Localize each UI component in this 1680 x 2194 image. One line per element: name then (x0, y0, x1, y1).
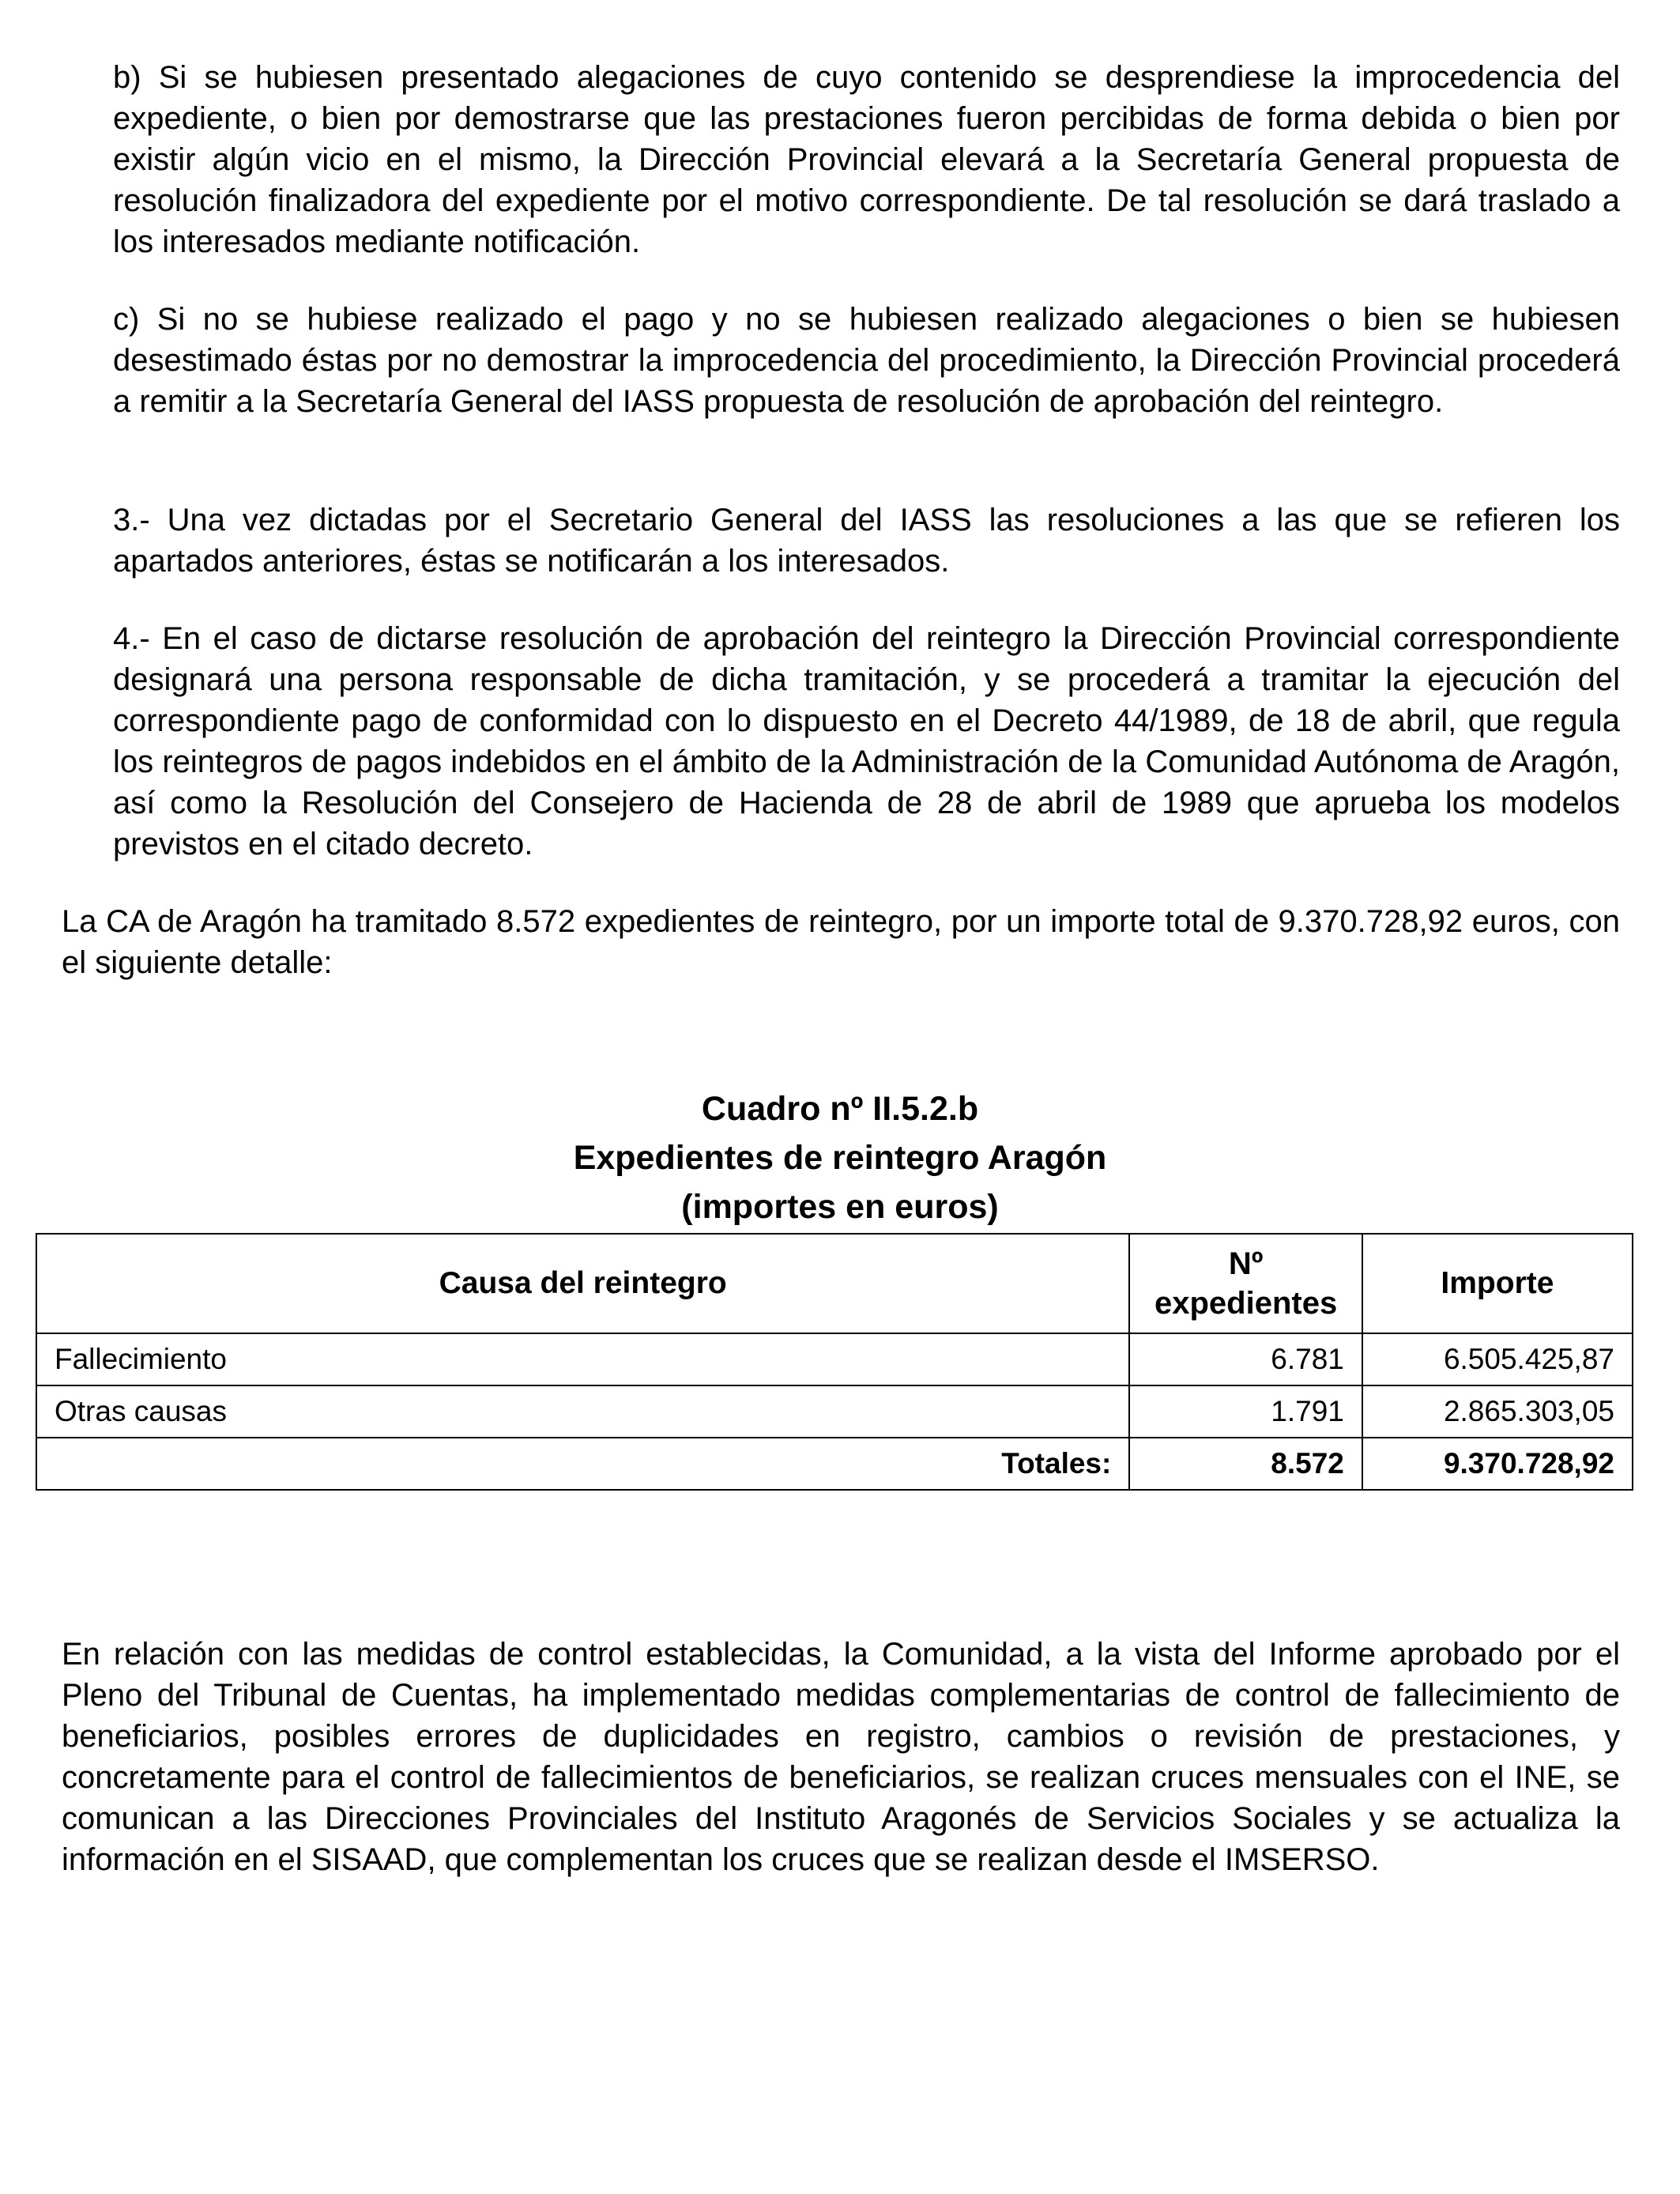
header-count (1129, 1234, 1362, 1333)
table-row (36, 1333, 1633, 1385)
paragraph-control-measures: En relación con las medidas de control establecidas, la Comunidad, a la vista del Informe aprobado por el Pleno del Tribunal de Cuentas, ha implementado medidas complementarias de control de fallecimiento de beneficiarios, posibles errores de duplicidades en registro, cambios o revisión de prestaciones, y concretamente para el control de fallecimientos de beneficiarios, se realizan cruces mensuales con el INE, se comunican a las Direcciones Provinciales del Instituto Aragonés de Servicios Sociales y se actualiza la información en el SISAAD, que complementan los cruces que se realizan desde el IMSERSO. (62, 1637, 1620, 1877)
paragraph-b: b) Si se hubiesen presentado alegaciones de cuyo contenido se desprendiese la improcedencia del expediente, o bien por demostrarse que las prestaciones fueron percibidas de forma debida o bien por existir algún vicio en el mismo, la Dirección Provincial elevará a la Secretaría General propuesta de resolución finalizadora del expediente por el motivo correspondiente. De tal resolución se dará traslado a los interesados mediante notificación. (113, 60, 1620, 259)
table-totals-row (36, 1438, 1633, 1490)
table-caption-number: Cuadro nº II.5.2.b (701, 1090, 979, 1128)
header-count-line2: expedientes (1155, 1286, 1338, 1321)
table-header-row (36, 1234, 1633, 1333)
paragraph-c: c) Si no se hubiese realizado el pago y no se hubiesen realizado alegaciones o bien se hubiesen desestimado éstas por no demostrar la improcedencia del procedimiento, la Dirección Provincial procederá a remitir a la Secretaría General del IASS propuesta de resolución de aprobación del reintegro. (113, 302, 1620, 419)
paragraph-summary: La CA de Aragón ha tramitado 8.572 expedientes de reintegro, por un importe total de 9.370.728,92 euros, con el siguiente detalle: (62, 904, 1620, 980)
header-cause: Causa del reintegro (36, 1234, 1129, 1333)
totals-label: Totales: (36, 1438, 1129, 1490)
header-amount: Importe (1362, 1234, 1633, 1333)
totals-count: 8.572 (1129, 1438, 1362, 1490)
totals-amount: 9.370.728,92 (1362, 1438, 1633, 1490)
row-amount: 6.505.425,87 (1362, 1333, 1633, 1385)
paragraph-item-3: 3.- Una vez dictadas por el Secretario General del IASS las resoluciones a las que se refieren los apartados anteriores, éstas se notificarán a los interesados. (113, 503, 1620, 579)
row-count: 1.791 (1129, 1385, 1362, 1438)
paragraph-item-4: 4.- En el caso de dictarse resolución de aprobación del reintegro la Dirección Provincial correspondiente designará una persona responsable de dicha tramitación, y se procederá a tramitar la ejecución del correspondiente pago de conformidad con lo dispuesto en el Decreto 44/1989, de 18 de abril, que regula los reintegros de pagos indebidos en el ámbito de la Administración de la Comunidad Autónoma de Aragón, así como la Resolución del Consejero de Hacienda de 28 de abril de 1989 que aprueba los modelos previstos en el citado decreto. (113, 621, 1620, 861)
row-count: 6.781 (1129, 1333, 1362, 1385)
reintegro-table (36, 1233, 1633, 1491)
table-caption-units: (importes en euros) (681, 1188, 999, 1226)
table-caption-title: Expedientes de reintegro Aragón (573, 1139, 1107, 1177)
row-amount: 2.865.303,05 (1362, 1385, 1633, 1438)
header-count-line1: Nº (1228, 1246, 1264, 1281)
table-row (36, 1385, 1633, 1438)
row-cause: Otras causas (36, 1385, 1129, 1438)
row-cause: Fallecimiento (36, 1333, 1129, 1385)
